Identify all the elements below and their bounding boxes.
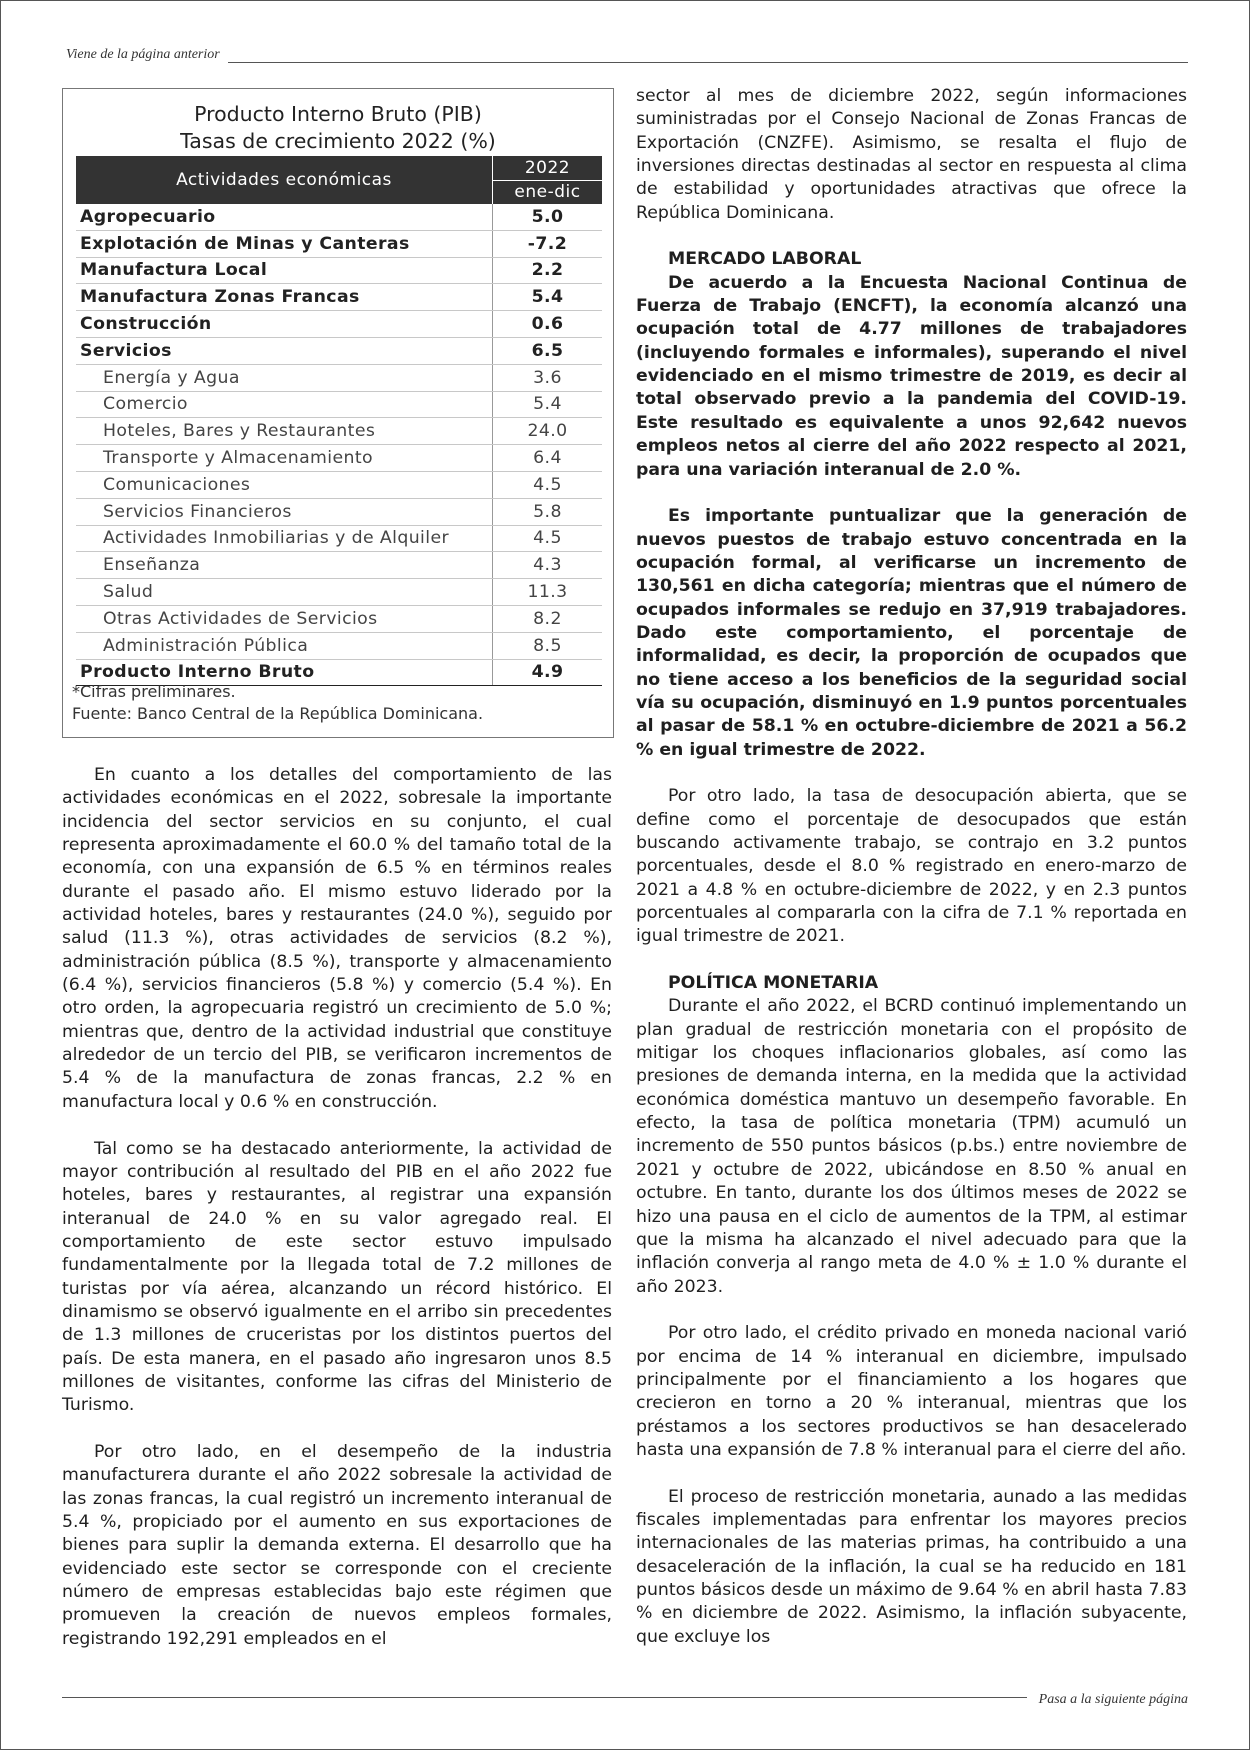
- table-row: [76, 364, 602, 391]
- row-label: Actividades Inmobiliarias y de Alquiler: [76, 525, 493, 552]
- paragraph: El proceso de restricción monetaria, aunado a las medidas fiscales implementadas para enfrentar los mayores precios internacionales de las materias primas, ha contribuido a una desaceleración de la inflación, la cual se ha reducido en 181 puntos básicos desde un máximo de 9.64 % en abril hasta 7.83 % en diciembre de 2022. Asimismo, la inflación subyacente, que excluye los: [636, 1486, 1187, 1647]
- paragraph: sector al mes de diciembre 2022, según informaciones suministradas por el Consejo Nacional de Zonas Francas de Exportación (CNZFE). Asimismo, se resalta el flujo de inversiones directas destinadas al sector en respuesta al clima de estabilidad y oportunidades atractivas que ofrece la República Dominicana.: [636, 86, 1187, 223]
- row-value: 5.4: [493, 284, 603, 311]
- row-value: 2.2: [493, 257, 603, 284]
- table-row: [76, 445, 602, 472]
- table-row: [76, 284, 602, 311]
- gdp-table: [76, 156, 602, 686]
- paragraph: Es importante puntualizar que la generación de nuevos puestos de trabajo estuvo concentrada en la ocupación formal, al verificarse un incremento de 130,561 en dicha categoría; mientras que el número de ocupados informales se redujo en 37,919 trabajadores. Dado este comportamiento, el porcentaje de informalidad, es decir, la proporción de ocupados que no tiene acceso a los beneficios de la seguridad social vía su ocupación, disminuyó en 1.9 puntos porcentuales al pasar de 58.1 % en octubre-diciembre de 2021 a 56.2 % en igual trimestre de 2022.: [636, 506, 1187, 760]
- row-value: 6.5: [493, 337, 603, 364]
- row-label: Salud: [76, 579, 493, 606]
- table-row: [76, 471, 602, 498]
- table-row: [76, 204, 602, 230]
- row-label: Explotación de Minas y Canteras: [76, 230, 493, 257]
- row-value: 4.3: [493, 552, 603, 579]
- left-column: [62, 764, 612, 1651]
- gdp-table-box: [62, 88, 614, 738]
- table-title-line1: Producto Interno Bruto (PIB): [194, 102, 482, 126]
- row-label: Otras Actividades de Servicios: [76, 605, 493, 632]
- footer-rule: [62, 1697, 1027, 1698]
- row-label: Energía y Agua: [76, 364, 493, 391]
- header-rule: [228, 46, 1188, 63]
- table-row: [76, 311, 602, 338]
- paragraph: Por otro lado, la tasa de desocupación abierta, que se define como el porcentaje de desocupados que están buscando activamente trabajo, se contrajo en 3.2 puntos porcentuales, desde el 8.0 % registrado en enero-marzo de 2021 a 4.8 % en octubre-diciembre de 2022, y en 2.3 puntos porcentuales al compararla con la cifra de 7.1 % reportada en igual trimestre de 2021.: [636, 786, 1187, 947]
- row-label: Enseñanza: [76, 552, 493, 579]
- table-row: [76, 579, 602, 606]
- row-label: Construcción: [76, 311, 493, 338]
- table-row: [76, 230, 602, 257]
- table-row: [76, 391, 602, 418]
- table-title-line2: Tasas de crecimiento 2022 (%): [180, 129, 496, 153]
- row-label: Comunicaciones: [76, 471, 493, 498]
- right-column: [636, 85, 1187, 1649]
- row-value: -7.2: [493, 230, 603, 257]
- section-heading-mercado-laboral: MERCADO LABORAL: [668, 249, 862, 270]
- row-value: 11.3: [493, 579, 603, 606]
- row-label: Manufactura Zonas Francas: [76, 284, 493, 311]
- page-footer: [62, 1692, 1188, 1708]
- table-row: [76, 498, 602, 525]
- table-row: [76, 525, 602, 552]
- paragraph: En cuanto a los detalles del comportamiento de las actividades económicas en el 2022, sobresale la importante incidencia del sector servicios en su conjunto, el cual representa aproximadamente el 60.0 % del tamaño total de la economía, con una expansión de 6.5 % en términos reales durante el pasado año. El mismo estuvo liderado por la actividad hoteles, bares y restaurantes (24.0 %), seguido por salud (11.3 %), otras actividades de servicios (8.2 %), administración pública (8.5 %), transporte y almacenamiento (6.4 %), servicios financieros (5.8 %) y comercio (5.4 %). En otro orden, la agropecuaria registró un crecimiento de 5.0 %; mientras que, dentro de la actividad industrial que constituye alrededor de un tercio del PIB, se verificaron incrementos de 5.4 % de la manufactura de zonas francas, 2.2 % en manufactura local y 0.6 % en construcción.: [62, 765, 612, 1112]
- paragraph: Por otro lado, en el desempeño de la industria manufacturera durante el año 2022 sobresale la actividad de las zonas francas, la cual registró un incremento interanual de 5.4 %, propiciado por el aumento en sus exportaciones de bienes para suplir la demanda externa. El desarrollo que ha evidenciado este sector se corresponde con el creciente número de empresas establecidas bajo este régimen que promueven la creación de nuevos empleos formales, registrando 192,291 empleados en el: [62, 1441, 612, 1649]
- row-value: 3.6: [493, 364, 603, 391]
- paragraph: Durante el año 2022, el BCRD continuó implementando un plan gradual de restricción monetaria con el propósito de mitigar los choques inflacionarios globales, así como las presiones de demanda interna, en la medida que la actividad económica doméstica mantuvo un desempeño favorable. En efecto, la tasa de política monetaria (TPM) acumuló un incremento de 550 puntos básicos (p.bs.) entre noviembre de 2021 y octubre de 2022, ubicándose en 8.50 % anual en octubre. En tanto, durante los dos últimos meses de 2022 se hizo una pausa en el ciclo de aumentos de la TPM, al estimar que la misma ha alcanzado el nivel adecuado para que la inflación converja al rango meta de 4.0 % ± 1.0 % durante el año 2023.: [636, 996, 1187, 1297]
- note-preliminary: *Cifras preliminares.: [72, 682, 236, 701]
- header-activities: Actividades económicas: [76, 156, 493, 204]
- header-text: Viene de la página anterior: [66, 46, 220, 62]
- row-label: Administración Pública: [76, 632, 493, 659]
- table-notes: [72, 681, 483, 725]
- paragraph: Tal como se ha destacado anteriormente, la actividad de mayor contribución al resultado del PIB en el año 2022 fue hoteles, bares y restaurantes, al registrar una expansión interanual de 24.0 % en su valor agregado real. El comportamiento de este sector estuvo impulsado fundamentalmente por la llegada total de 7.2 millones de turistas por vía aérea, alcanzando un récord histórico. El dinamismo se observó igualmente en el arribo sin precedentes de 1.3 millones de cruceristas por los distintos puertos del país. De esta manera, en el pasado año ingresaron unos 8.5 millones de visitantes, conforme las cifras del Ministerio de Turismo.: [62, 1138, 612, 1416]
- section-heading-politica-monetaria: POLÍTICA MONETARIA: [668, 973, 879, 994]
- row-value: 6.4: [493, 445, 603, 472]
- row-label: Transporte y Almacenamiento: [76, 445, 493, 472]
- paragraph: Por otro lado, el crédito privado en moneda nacional varió por encima de 14 % interanual en diciembre, impulsado principalmente por el financiamiento a los hogares que crecieron en torno a 20 % interanual, mientras que los préstamos a los sectores productivos se han desacelerado hasta una expansión de 7.8 % interanual para el cierre del año.: [636, 1323, 1187, 1460]
- row-value: 5.8: [493, 498, 603, 525]
- row-value: 8.2: [493, 605, 603, 632]
- row-value: 5.0: [493, 204, 603, 230]
- row-label: Comercio: [76, 391, 493, 418]
- row-value: 0.6: [493, 311, 603, 338]
- table-row: [76, 632, 602, 659]
- row-value: 5.4: [493, 391, 603, 418]
- table-row: [76, 605, 602, 632]
- table-row: [76, 257, 602, 284]
- row-value: 24.0: [493, 418, 603, 445]
- paragraph: De acuerdo a la Encuesta Nacional Continua de Fuerza de Trabajo (ENCFT), la economía alcanzó una ocupación total de 4.77 millones de trabajadores (incluyendo formales e informales), superando el nivel evidenciado en el mismo trimestre de 2019, es decir al total observado previo a la pandemia del COVID-19. Este resultado es equivalente a unos 92,642 nuevos empleos netos al cierre del año 2022 respecto al 2021, para una variación interanual de 2.0 %.: [636, 272, 1187, 480]
- table-title: [63, 101, 613, 155]
- row-label: Producto Interno Bruto: [76, 659, 493, 686]
- row-label: Hoteles, Bares y Restaurantes: [76, 418, 493, 445]
- row-value: 4.5: [493, 471, 603, 498]
- note-source: Fuente: Banco Central de la República Dominicana.: [72, 704, 484, 723]
- row-value: 8.5: [493, 632, 603, 659]
- table-row: [76, 337, 602, 364]
- page-header: [66, 46, 1188, 63]
- row-label: Manufactura Local: [76, 257, 493, 284]
- row-value: 4.5: [493, 525, 603, 552]
- row-label: Servicios Financieros: [76, 498, 493, 525]
- footer-text: Pasa a la siguiente página: [1038, 1692, 1188, 1707]
- row-label: Agropecuario: [76, 204, 493, 230]
- table-row: [76, 552, 602, 579]
- header-year: 2022: [493, 156, 603, 180]
- header-period: ene-dic: [493, 180, 603, 204]
- row-value: 4.9: [493, 659, 603, 686]
- table-body: [76, 204, 602, 686]
- table-row: [76, 418, 602, 445]
- row-label: Servicios: [76, 337, 493, 364]
